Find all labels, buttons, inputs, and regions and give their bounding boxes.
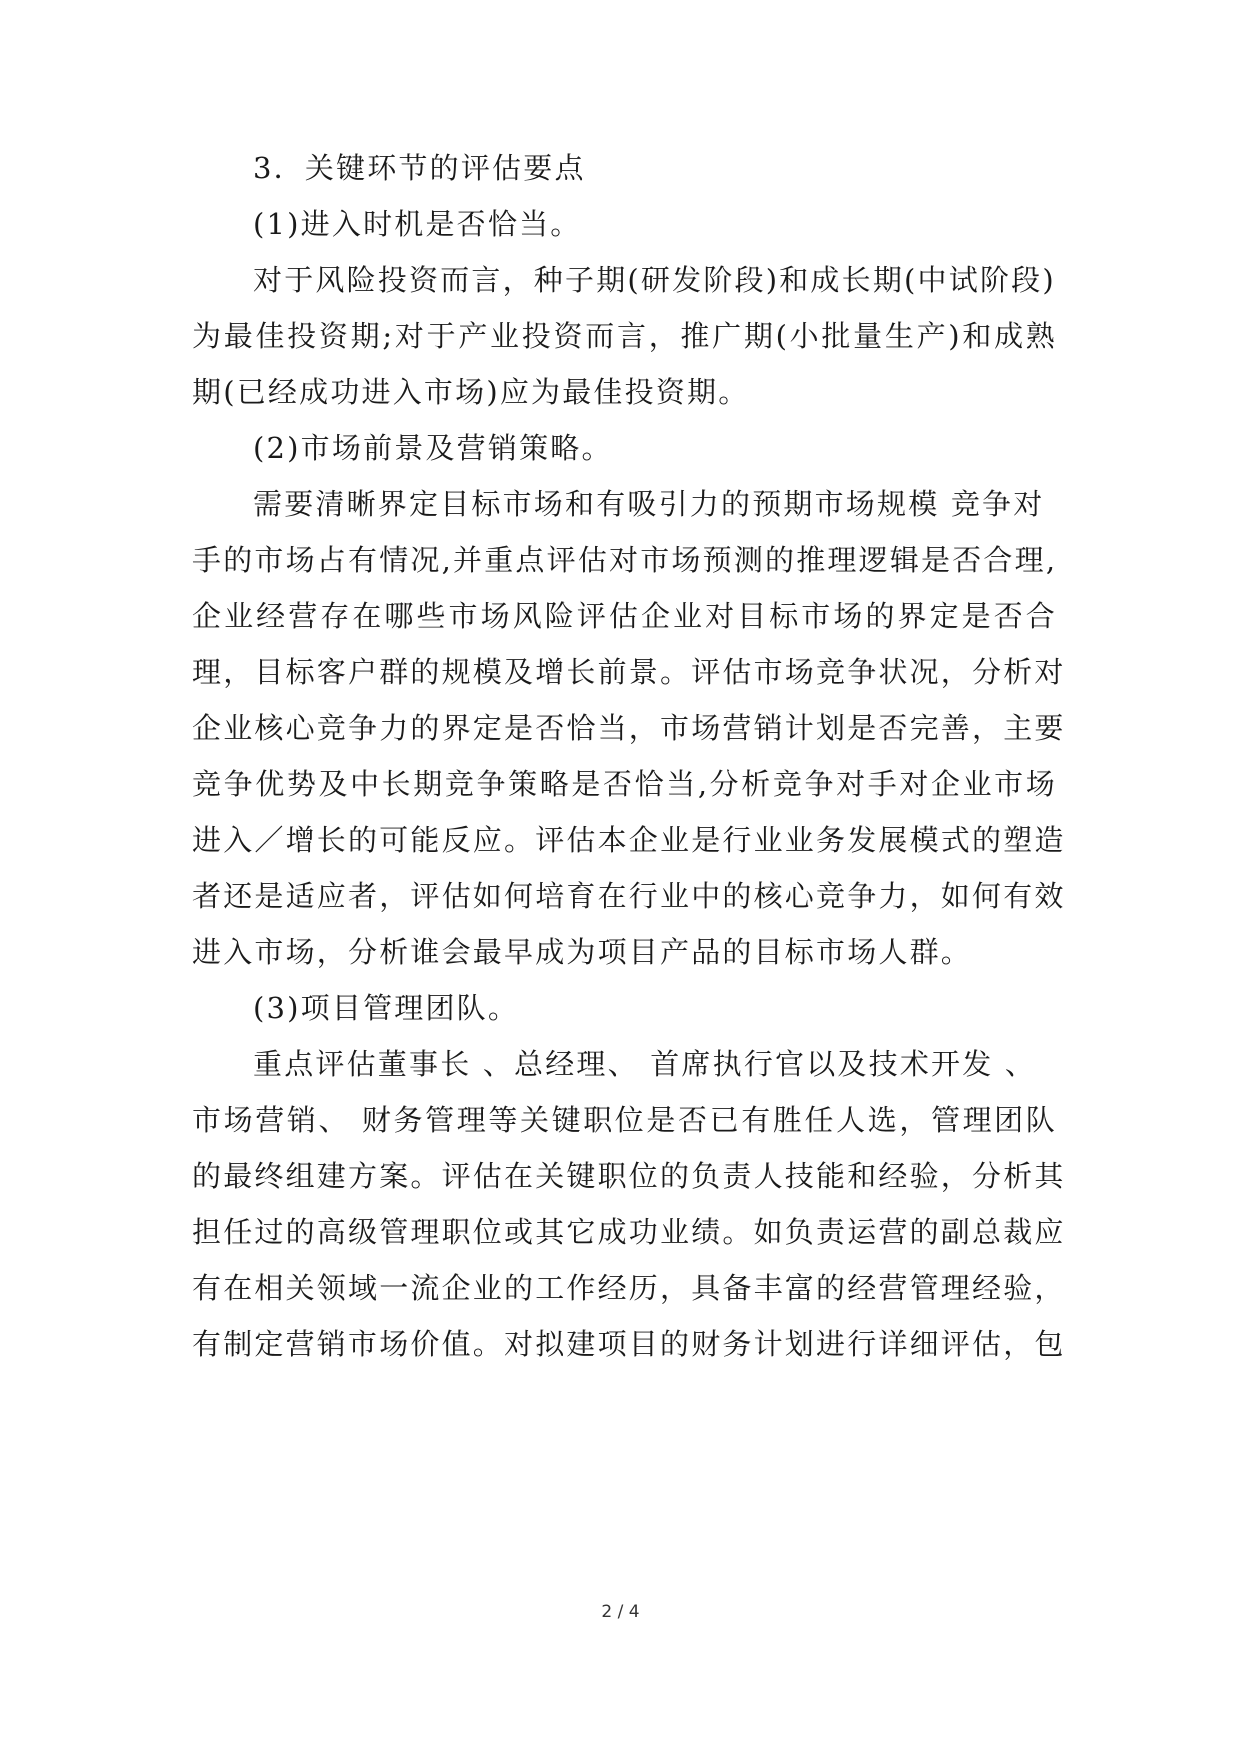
paragraph-line: 对于风险投资而言，种子期(研发阶段)和成长期(中试阶段) xyxy=(253,263,1056,297)
paragraph-line: 者还是适应者，评估如何培育在行业中的核心竞争力，如何有效 xyxy=(192,879,1066,913)
paragraph-line: 企业经营存在哪些市场风险评估企业对目标市场的界定是否合 xyxy=(192,599,1057,633)
paragraph-line: 需要清晰界定目标市场和有吸引力的预期市场规模 竞争对 xyxy=(253,487,1045,521)
paragraph-line: 期(已经成功进入市场)应为最佳投资期。 xyxy=(192,375,750,409)
page-number: 2 / 4 xyxy=(601,1602,640,1622)
paragraph-line: 的最终组建方案。评估在关键职位的负责人技能和经验，分析其 xyxy=(192,1159,1066,1193)
paragraph-line: 竞争优势及中长期竞争策略是否恰当,分析竞争对手对企业市场 xyxy=(192,767,1057,801)
paragraph-line: 有制定营销市场价值。对拟建项目的财务计划进行详细评估，包 xyxy=(192,1327,1066,1361)
subheading-management-team: (3)项目管理团队。 xyxy=(253,991,520,1025)
paragraph-line: 理，目标客户群的规模及增长前景。评估市场竞争状况，分析对 xyxy=(192,655,1066,689)
paragraph-line: 有在相关领域一流企业的工作经历，具备丰富的经营管理经验， xyxy=(192,1271,1066,1305)
paragraph-line: 手的市场占有情况,并重点评估对市场预测的推理逻辑是否合理, xyxy=(192,543,1058,577)
paragraph-line: 重点评估董事长 、总经理、 首席执行官以及技术开发 、 xyxy=(253,1047,1037,1081)
paragraph-line: 进入／增长的可能反应。评估本企业是行业业务发展模式的塑造 xyxy=(192,823,1066,857)
paragraph-line: 市场营销、 财务管理等关键职位是否已有胜任人选，管理团队 xyxy=(192,1103,1057,1137)
section-heading: 3．关键环节的评估要点 xyxy=(253,151,586,185)
paragraph-line: 进入市场，分析谁会最早成为项目产品的目标市场人群。 xyxy=(192,935,973,969)
paragraph-line: 企业核心竞争力的界定是否恰当，市场营销计划是否完善，主要 xyxy=(192,711,1066,745)
subheading-entry-timing: (1)进入时机是否恰当。 xyxy=(253,207,582,241)
paragraph-line: 担任过的高级管理职位或其它成功业绩。如负责运营的副总裁应 xyxy=(192,1215,1066,1249)
subheading-market-outlook: (2)市场前景及营销策略。 xyxy=(253,431,613,465)
paragraph-line: 为最佳投资期;对于产业投资而言，推广期(小批量生产)和成熟 xyxy=(192,319,1057,353)
